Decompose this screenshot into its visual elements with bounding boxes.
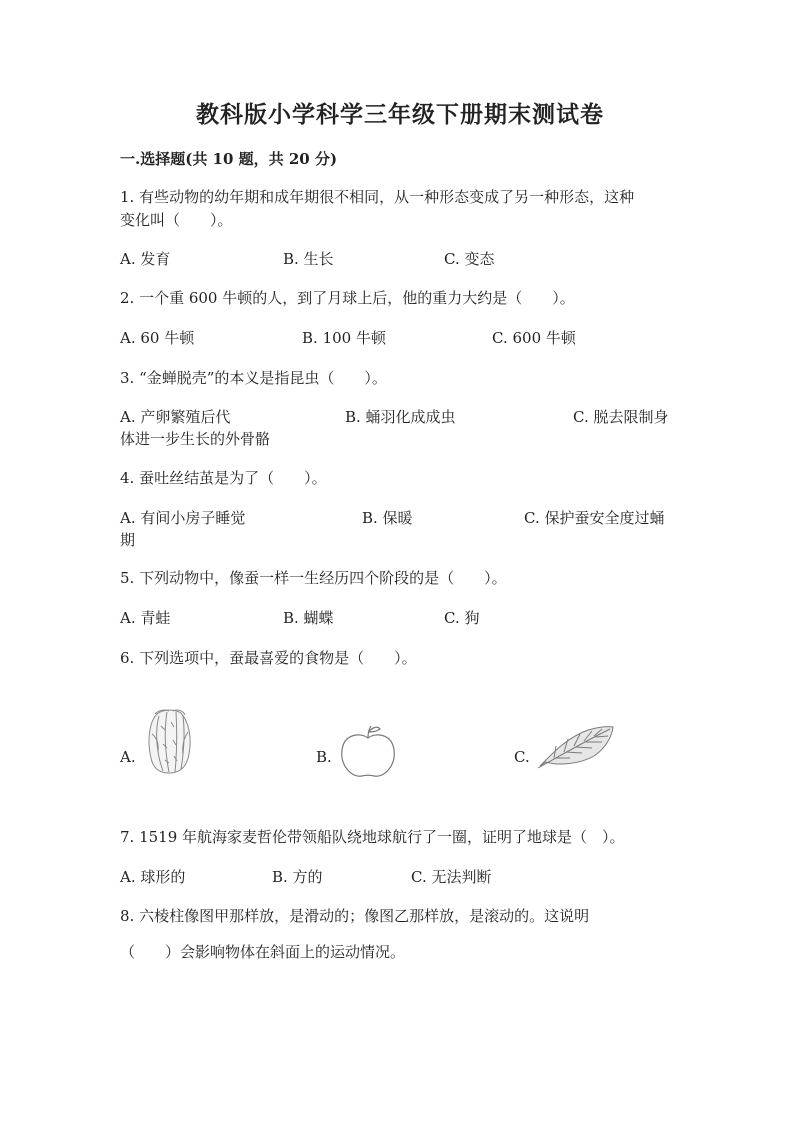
question-3-option-c: C. 脱去限制身 [573, 408, 669, 426]
question-3-stem: 3. “金蝉脱壳”的本义是指昆虫（ ）。 [120, 369, 387, 387]
question-1-stem-line2: 变化叫（ ）。 [120, 211, 233, 229]
question-4-option-c: C. 保护蚕安全度过蛹 [524, 509, 665, 527]
section-heading: 一.选择题(共 10 题，共 20 分) [120, 150, 338, 168]
exam-title: 教科版小学科学三年级下册期末测试卷 [196, 101, 604, 128]
question-4-option-c-wrap: 期 [120, 531, 136, 549]
question-5-option-b: B. 蝴蝶 [283, 609, 334, 627]
question-1-stem-line1: 1. 有些动物的幼年期和成年期很不相同，从一种形态变成了另一种形态，这种 [120, 188, 635, 206]
question-7-option-c: C. 无法判断 [411, 868, 492, 886]
leaf-icon [536, 724, 616, 770]
question-1-option-b: B. 生长 [283, 250, 334, 268]
question-5-option-c: C. 狗 [444, 609, 480, 627]
question-6-option-b: B. [316, 748, 332, 766]
question-1-option-a: A. 发育 [120, 250, 171, 268]
question-7-option-a: A. 球形的 [120, 868, 186, 886]
question-3-option-b: B. 蛹羽化成成虫 [345, 408, 456, 426]
question-2-option-a: A. 60 牛顿 [120, 329, 195, 347]
question-3-option-c-wrap: 体进一步生长的外骨骼 [120, 430, 271, 448]
question-5-option-a: A. 青蛙 [120, 609, 171, 627]
question-2-option-b: B. 100 牛顿 [302, 329, 386, 347]
question-7-stem: 7. 1519 年航海家麦哲伦带领船队绕地球航行了一圈，证明了地球是（ ）。 [120, 828, 625, 846]
question-8-stem-line1: 8. 六棱柱像图甲那样放，是滑动的；像图乙那样放，是滚动的。这说明 [120, 907, 590, 925]
question-6-option-a: A. [120, 748, 136, 766]
question-6-option-c: C. [514, 748, 530, 766]
question-5-stem: 5. 下列动物中，像蚕一样一生经历四个阶段的是（ ）。 [120, 569, 507, 587]
question-4-option-a: A. 有间小房子睡觉 [120, 509, 246, 527]
question-2-stem: 2. 一个重 600 牛顿的人，到了月球上后，他的重力大约是（ ）。 [120, 289, 575, 307]
question-3-option-a: A. 产卵繁殖后代 [120, 408, 231, 426]
question-1-option-c: C. 变态 [444, 250, 495, 268]
question-6-stem: 6. 下列选项中，蚕最喜爱的食物是（ ）。 [120, 649, 417, 667]
question-4-stem: 4. 蚕吐丝结茧是为了（ ）。 [120, 469, 327, 487]
question-8-stem-line2: （ ）会影响物体在斜面上的运动情况。 [120, 943, 406, 961]
question-4-option-b: B. 保暖 [362, 509, 413, 527]
question-7-option-b: B. 方的 [272, 868, 323, 886]
apple-icon [338, 724, 398, 780]
cabbage-icon [143, 708, 195, 776]
question-2-option-c: C. 600 牛顿 [492, 329, 576, 347]
